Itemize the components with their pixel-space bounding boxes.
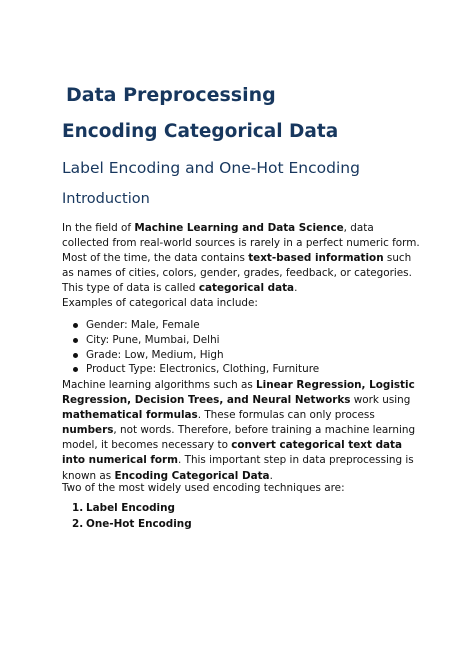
list-item-text: One-Hot Encoding	[86, 517, 192, 530]
algo-text-6: .	[269, 469, 273, 482]
list-number: 2.	[72, 517, 84, 530]
list-item	[62, 362, 422, 377]
intro-bold-1: Machine Learning and Data Science	[134, 222, 344, 234]
list-number: 1.	[72, 502, 84, 514]
algo-bold-1: Linear Regression, Logistic Regression, Decision Trees, and Neural Networks	[62, 379, 415, 407]
list-item	[62, 348, 422, 363]
techniques-list	[62, 501, 422, 532]
algo-text-4: , not words. Therefore, before training a machine learning model, it becomes necessary to	[62, 424, 416, 452]
algo-bold-5: Encoding Categorical Data	[114, 469, 270, 482]
subsection-heading: Introduction	[62, 191, 150, 207]
intro-text-4: .	[294, 282, 298, 295]
list-item	[62, 501, 422, 517]
intro-text-3: such as names of cities, colors, gender, grades, feedback, or categories. This type of data is called	[62, 252, 412, 295]
list-item-text: Grade: Low, Medium, High	[86, 348, 224, 361]
list-item	[62, 333, 422, 348]
examples-intro: Examples of categorical data include:	[62, 297, 258, 309]
list-item-text: Product Type: Electronics, Clothing, Furniture	[86, 363, 320, 376]
list-item	[62, 318, 422, 333]
algo-text-2: work using	[350, 394, 411, 407]
algo-text-3: . These formulas can only process	[197, 409, 375, 422]
bullet-icon	[73, 353, 78, 358]
intro-paragraph	[62, 221, 422, 296]
list-item	[62, 517, 422, 533]
algo-bold-4: convert categorical text data into numerical form	[62, 439, 403, 467]
intro-bold-2: text-based information	[248, 252, 384, 265]
algorithms-paragraph	[62, 378, 422, 484]
bullet-icon	[73, 338, 78, 343]
bullet-icon	[73, 323, 78, 328]
list-item-text: Label Encoding	[86, 502, 175, 514]
techniques-intro: Two of the most widely used encoding techniques are:	[62, 482, 345, 494]
algo-text-5: . This important step in data preprocessing is known as	[62, 454, 414, 482]
section-heading: Label Encoding and One-Hot Encoding	[62, 159, 360, 177]
intro-bold-3: categorical data	[198, 282, 295, 295]
list-item-text: City: Pune, Mumbai, Delhi	[86, 333, 220, 346]
document-subtitle: Encoding Categorical Data	[62, 121, 339, 142]
intro-text-1: In the field of	[62, 222, 135, 234]
algo-text-1: Machine learning algorithms such as	[62, 379, 257, 391]
algo-bold-3: numbers	[62, 424, 114, 437]
document-title: Data Preprocessing	[66, 84, 276, 106]
bullet-icon	[73, 367, 78, 372]
algo-bold-2: mathematical formulas	[62, 409, 198, 422]
list-item-text: Gender: Male, Female	[86, 319, 200, 331]
examples-list	[62, 318, 422, 377]
intro-text-2: , data collected from real-world sources is rarely in a perfect numeric form. Most of the time, the data contains	[62, 222, 420, 265]
